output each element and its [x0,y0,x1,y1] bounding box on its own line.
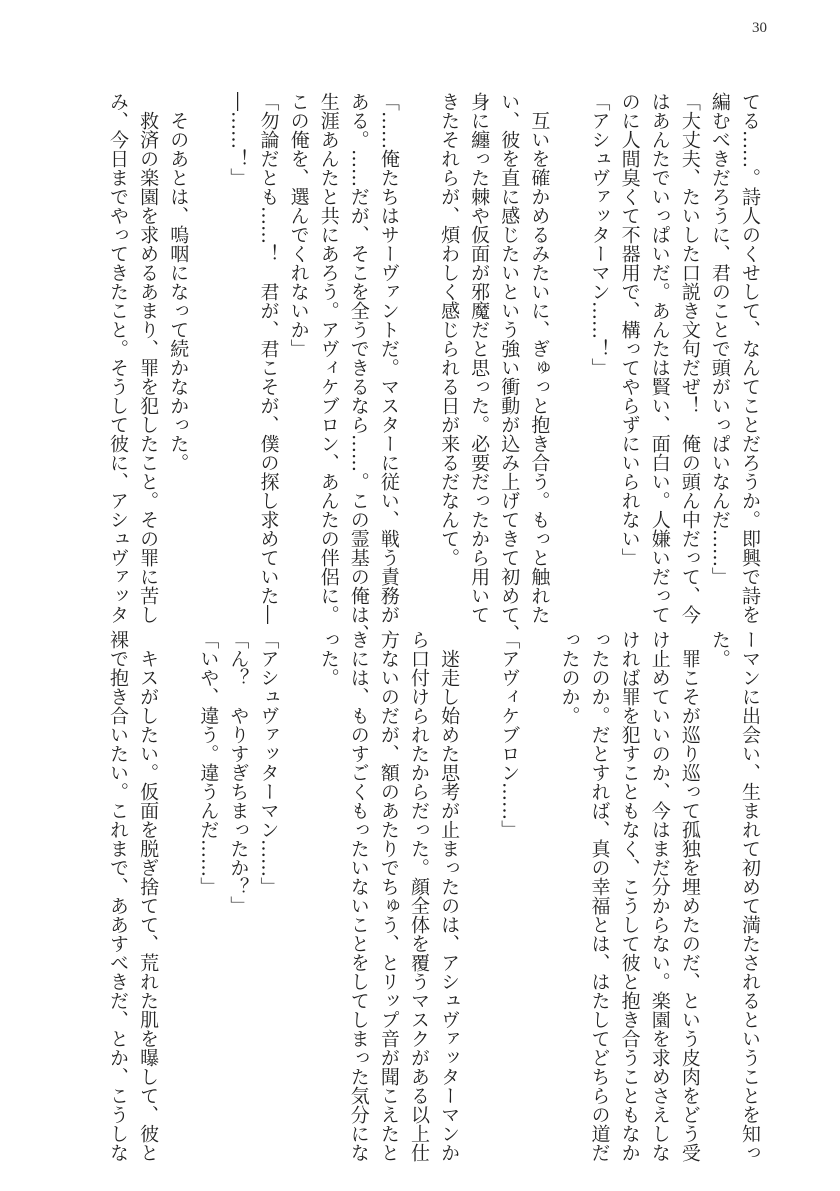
text-column: み、今日までやってきたこと。そうして彼に、アシュヴァッタ [107,92,130,624]
text-column: 「ん？ やりすぎちまったか？」 [227,630,250,915]
text-column [464,630,494,1155]
text-column [163,630,193,1155]
text-column: け止めていいのか、今はまだ分からない。楽園を求めさえしな [648,630,671,1162]
text-column: きたそれらが、煩わしく感じられる日が来るだなんて。 [438,92,461,567]
text-column: 編むべきだろうに、君のことで頭がいっぱいなんだ……」 [708,92,731,586]
text-column: 「アヴィケブロン……」 [498,630,521,839]
text-column: 方ないのだが、額のあたりでちゅう、とリップ音が聞こえたと [377,630,400,1162]
text-column: この俺を、選んでくれないか」 [287,92,310,358]
text-column: 生涯あんたと共にあろう。アヴィケブロン、あんたの伴侶に。 [317,92,340,624]
text-block-upper [103,92,765,643]
text-column: 迷走し始めた思考が止まったのは、アシュヴァッターマンか [438,630,461,1162]
text-column: ―……！」 [227,92,250,187]
text-column: きには、ものすごくもったいないことをしてしまった気分にな [347,630,370,1162]
text-column: 「……俺たちはサーヴァントだ。マスターに従い、戦う責務が [377,92,400,624]
text-column: ある。……だが、そこを全うできるなら……。この霊基の俺は、 [347,92,370,643]
text-column: てる……。詩人のくせして、なんてことだろうか。即興で詩を [739,92,761,624]
text-block-lower [103,630,765,1162]
text-column: ったのか。だとすれば、真の幸福とは、はたしてどちらの道だ [588,630,611,1162]
text-column: はあんたでいっぱいだ。あんたは賢い、面白い。人嫌いだって [648,92,671,624]
page-number: 30 [752,20,767,36]
text-column [284,630,314,1155]
text-column: 互いを確かめるみたいに、ぎゅっと抱き合う。もっと触れた [528,92,551,624]
text-column: 「大丈夫、たいした口説き文句だぜ！ 俺の頭ん中だって、今 [678,92,701,624]
text-column: ーマンに出会い、生まれて初めて満たされるということを知っ [739,630,761,1162]
text-column: キスがしたい。仮面を脱ぎ捨てて、荒れた肌を曝して、彼と [137,630,160,1162]
text-column: のに人間臭くて不器用で、構ってやらずにいられない」 [618,92,641,567]
text-column: そのあとは、嗚咽になって続かなかった。 [167,92,190,472]
text-column: 「アシュヴァッターマン……！」 [588,92,611,377]
text-column: 罪こそが巡り巡って孤独を埋めたのだ、という皮肉をどう受 [678,630,701,1162]
text-column: ら口付けられたからだった。顔全体を覆うマスクがある以上仕 [407,630,430,1162]
text-column [524,630,554,1155]
text-column [554,92,584,617]
text-column: 「勿論だとも……！ 君が、君こそが、僕の探し求めていた― [257,92,280,624]
text-column: 身に纏った棘や仮面が邪魔だと思った。必要だったから用いて [468,92,491,624]
text-column: 「アシュヴァッターマン……」 [257,630,280,896]
text-column: 救済の楽園を求めるあまり、罪を犯したこと。その罪に苦し [137,92,160,624]
text-column: 「いや、違う。違うんだ……」 [197,630,220,896]
text-column: 裸で抱き合いたい。これまで、ああすべきだ、とか、こうしな [107,630,130,1162]
text-column [193,92,223,617]
text-column: ければ罪を犯すこともなく、こうして彼と抱き合うこともなか [618,630,641,1162]
text-column: ったのか。 [558,630,581,725]
text-column: た。 [708,630,731,668]
text-column: った。 [317,630,340,687]
text-column: い、彼を直に感じたいという強い衝動が込み上げてきて初めて、 [498,92,521,643]
text-column [404,92,434,617]
